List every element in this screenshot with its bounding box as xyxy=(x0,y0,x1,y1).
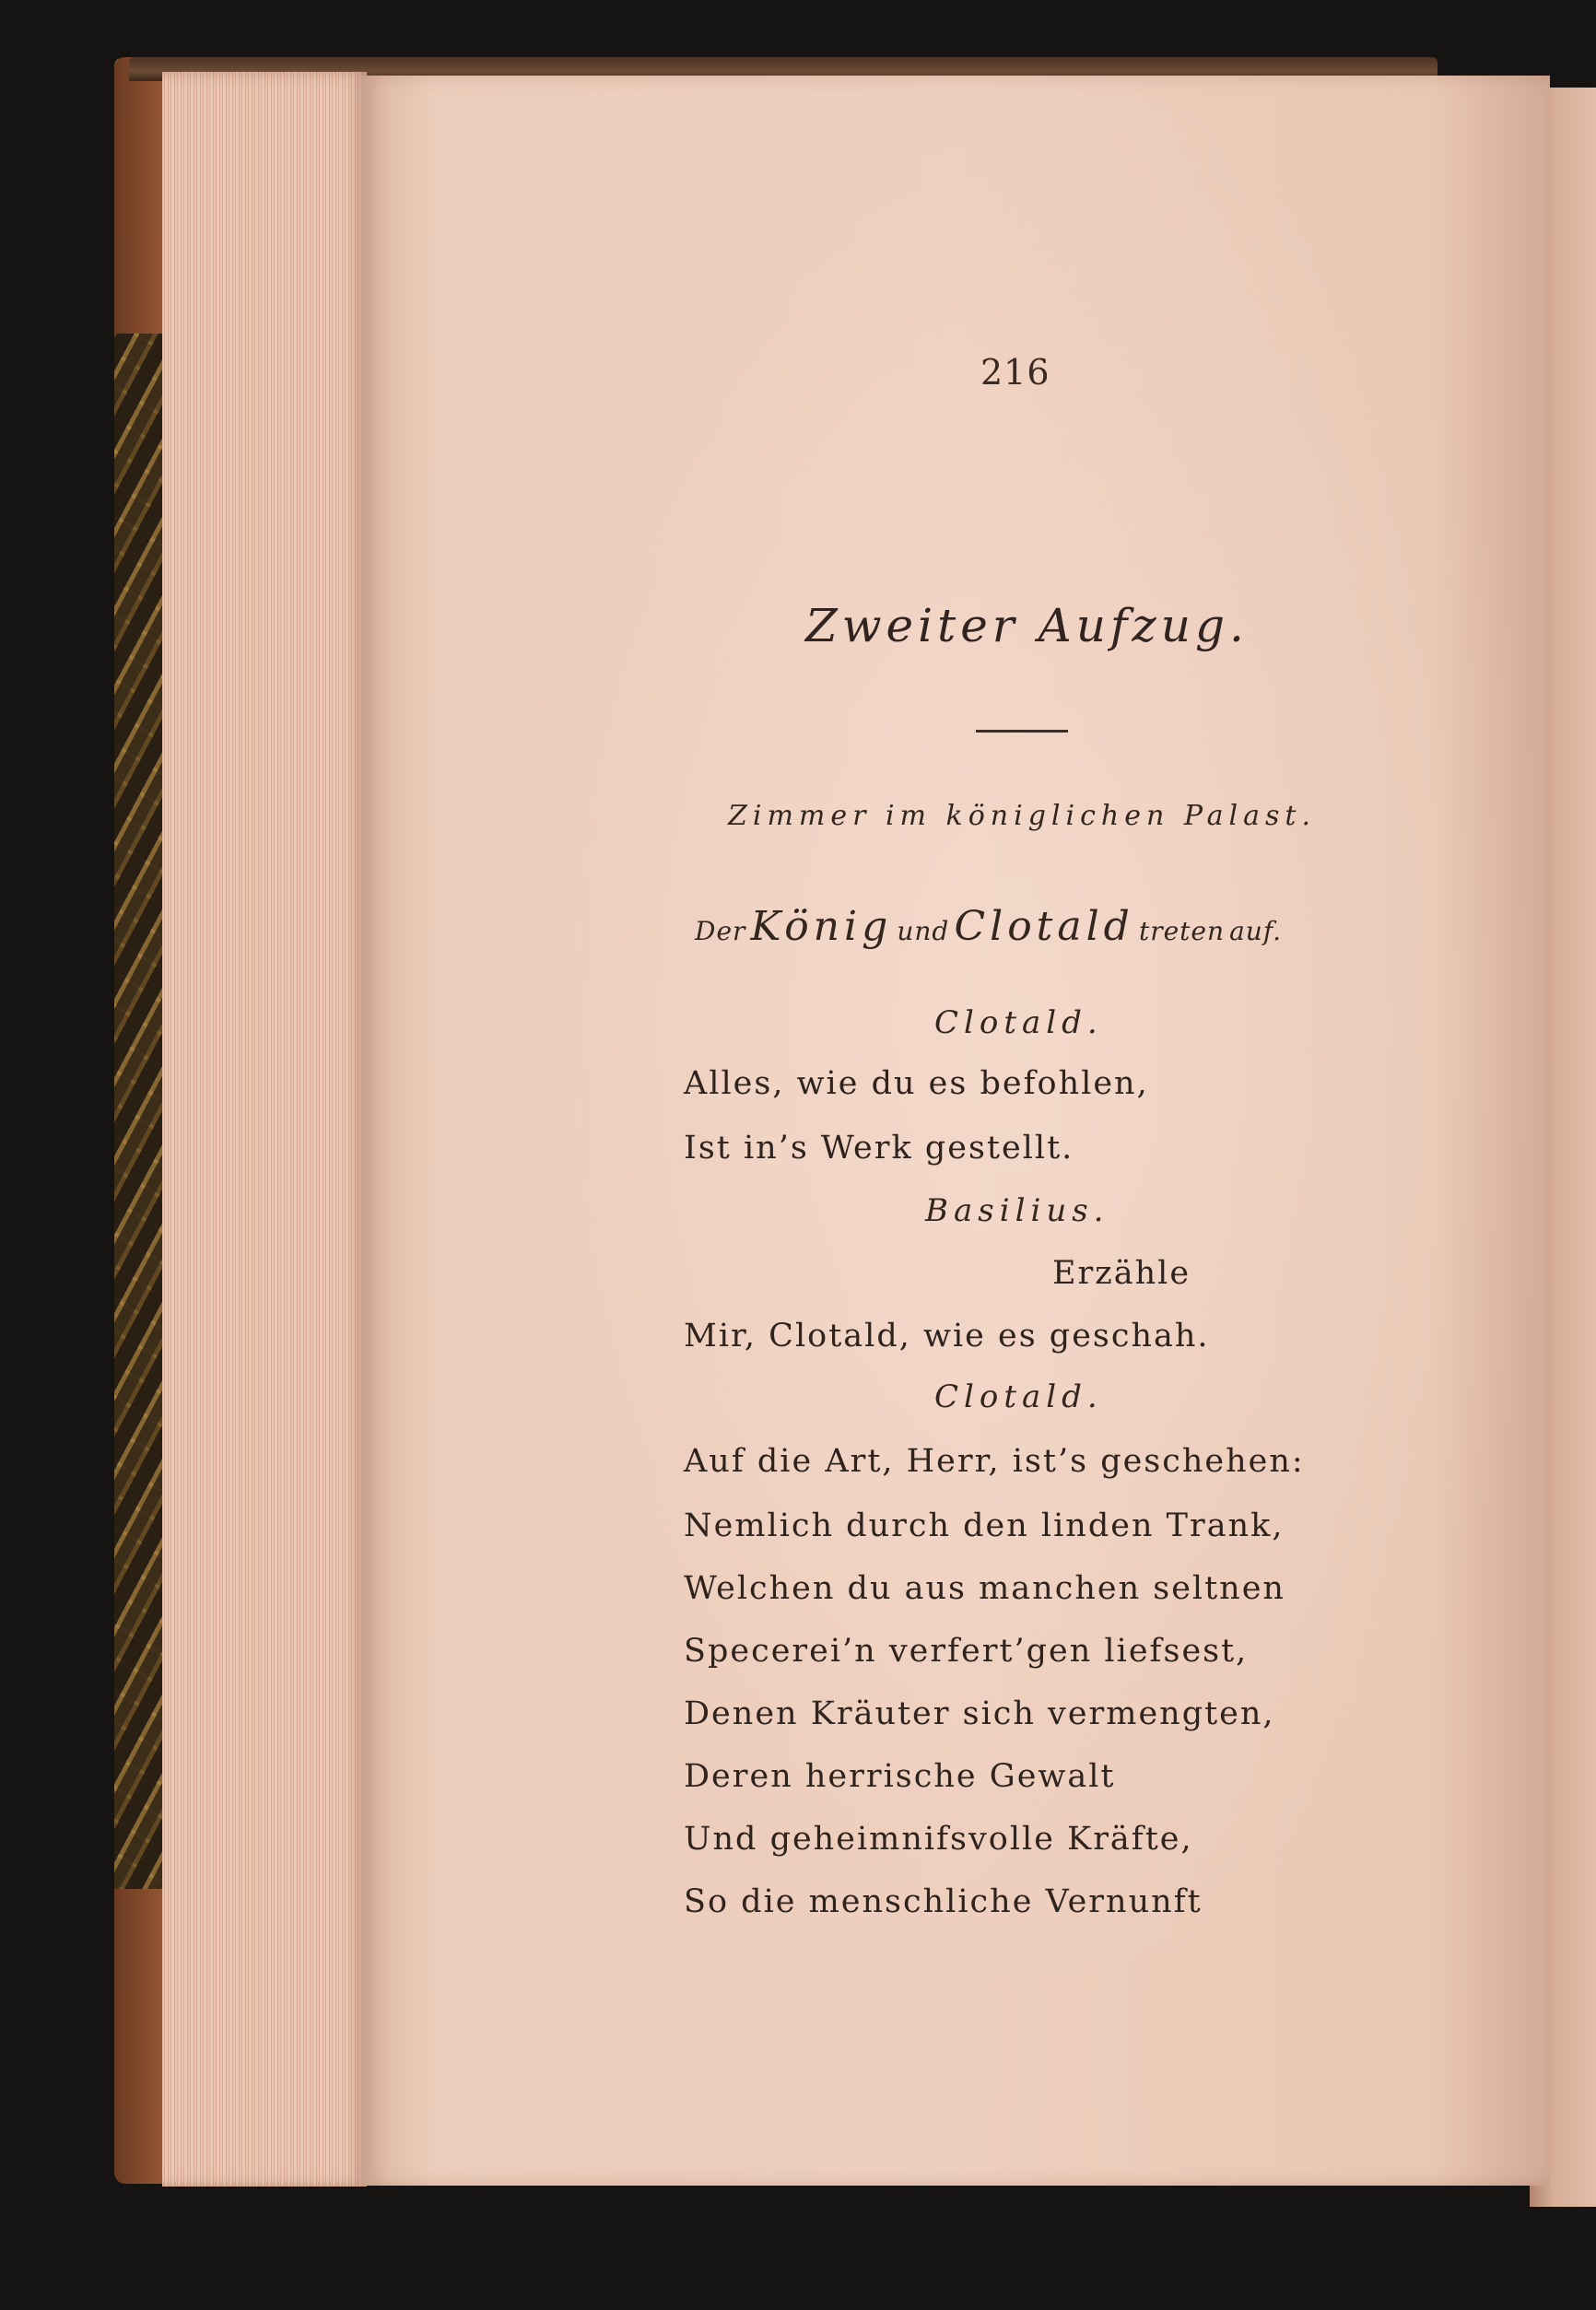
speaker-basilius: Basilius. xyxy=(925,1192,1109,1229)
act-title: Zweiter Aufzug. xyxy=(805,599,1249,652)
verse-line-11: Und geheimnifsvolle Kräfte, xyxy=(684,1821,1193,1858)
verse-line-6: Nemlich durch den linden Trank, xyxy=(684,1507,1285,1544)
verse-line-5: Auf die Art, Herr, ist’s geschehen: xyxy=(684,1443,1305,1480)
stage-direction-clotald: Clotald xyxy=(954,903,1134,950)
stage-direction xyxy=(695,903,1282,950)
scene-setting: Zimmer im königlichen Palast. xyxy=(728,800,1317,832)
title-rule xyxy=(976,730,1068,733)
verse-line-1: Alles, wie du es befohlen, xyxy=(684,1065,1149,1102)
verse-line-12: So die menschliche Vernunft xyxy=(684,1883,1203,1920)
stage-direction-auf: auf. xyxy=(1229,916,1283,946)
verse-line-9: Denen Kräuter sich vermengten, xyxy=(684,1695,1275,1732)
verse-line-10: Deren herrische Gewalt xyxy=(684,1758,1116,1795)
stage-direction-koenig: König xyxy=(750,903,893,950)
page-number: 216 xyxy=(980,352,1050,393)
verse-line-7: Welchen du aus manchen seltnen xyxy=(684,1570,1285,1607)
verse-line-8: Specerei’n verfert’gen liefsest, xyxy=(684,1633,1249,1670)
verse-line-2: Ist in’s Werk gestellt. xyxy=(684,1130,1074,1167)
speaker-clotald-1: Clotald. xyxy=(934,1004,1103,1041)
stage-direction-der: Der xyxy=(695,916,746,946)
speaker-clotald-2: Clotald. xyxy=(934,1378,1103,1415)
stage-direction-und: und xyxy=(897,916,950,946)
page-edges-stack xyxy=(162,72,367,2187)
verse-line-4: Mir, Clotald, wie es geschah. xyxy=(684,1318,1210,1354)
verse-line-3: Erzähle xyxy=(1052,1255,1191,1292)
stage-direction-treten: treten xyxy=(1138,916,1225,946)
book-page xyxy=(361,76,1550,2186)
